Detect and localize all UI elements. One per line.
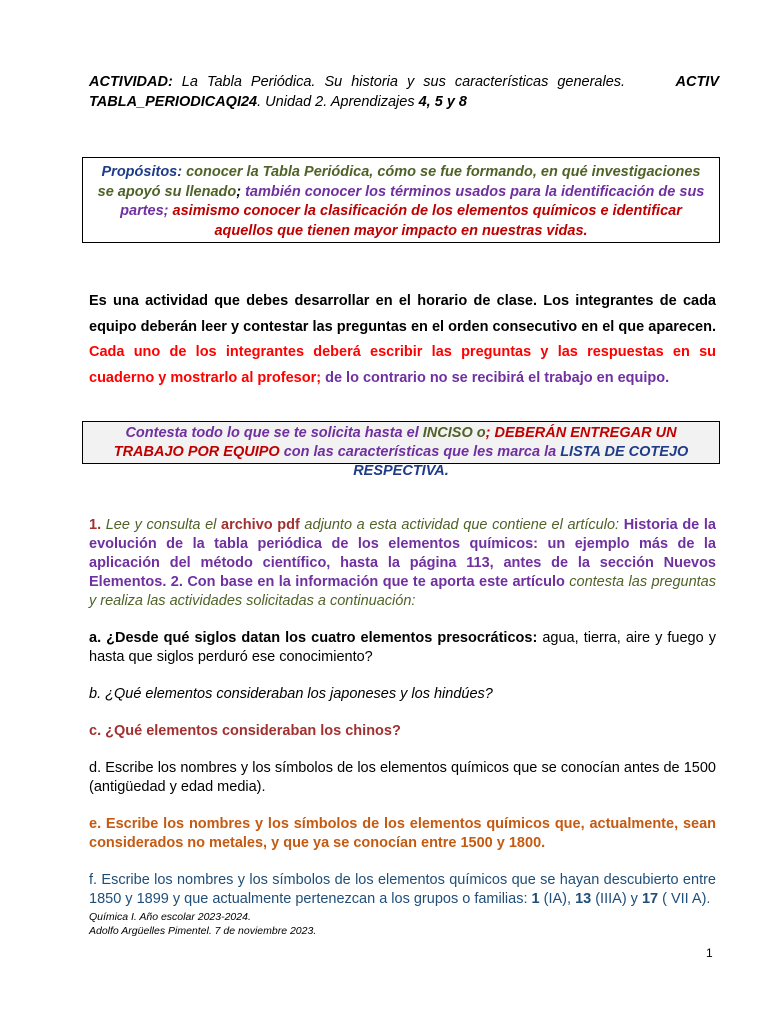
header-line-1	[89, 72, 719, 92]
header-line-2	[89, 92, 719, 112]
qb-text: b. ¿Qué elementos consideraban los japoneses y los hindúes?	[89, 686, 493, 702]
purposes-part3: asimismo conocer la clasificación de los elementos químicos e identificar aquellos que tienen mayor impacto en nuestras vidas.	[168, 203, 682, 239]
qf-group-1-roman: (IA),	[539, 891, 576, 907]
question-c	[89, 722, 716, 741]
qf-group-13-roman: (IIIA) y	[591, 891, 642, 907]
purposes-box	[82, 157, 720, 243]
footer	[89, 910, 689, 938]
notice-checklist: LISTA DE COTEJO RESPECTIVA.	[353, 444, 689, 479]
notice-inciso: INCISO o	[422, 425, 486, 441]
learning-numbers: 4, 5 y 8	[418, 94, 467, 110]
qf-group-17-roman: ( VII A).	[658, 891, 711, 907]
q1-article-title: Historia de la evolución de la tabla periódica de los elementos químicos: un ejemplo más de la aplicación del método científico, hasta la página 113, antes de la sección Nuevos Elementos. 2. Con base en la información que te aporta este artículo	[89, 517, 716, 590]
purposes-label: Propósitos:	[101, 164, 183, 180]
instructions-main: Es una actividad que debes desarrollar en el horario de clase. Los integrantes de cada equipo deberán leer y contestar las preguntas en el orden consecutivo en el que aparecen.	[89, 293, 716, 335]
question-d	[89, 759, 716, 797]
notice-deliver: ; DEBERÁN ENTREGAR UN TRABAJO POR EQUIPO	[113, 425, 677, 460]
unit-text: . Unidad 2. Aprendizajes	[257, 94, 419, 110]
purposes-part1: conocer la Tabla Periódica, cómo se fue formando, en qué investigaciones se apoyó su llenado	[97, 164, 701, 200]
purposes-sep: ;	[236, 183, 246, 200]
q1-text1: Lee y consulta el	[101, 517, 222, 533]
qc-text: c. ¿Qué elementos consideraban los chinos?	[89, 723, 401, 739]
qe-text: e. Escribe los nombres y los símbolos de los elementos químicos que, actualmente, sean considerados no metales, y que ya se conocían entre 1500 y 1800.	[89, 816, 716, 851]
question-f	[89, 871, 716, 909]
qf-text: f. Escribe los nombres y los símbolos de los elementos químicos que se hayan descubierto entre 1850 y 1899 y que actualmente pertenezcan a los grupos o familias:	[89, 872, 716, 907]
activity-label: ACTIVIDAD:	[89, 74, 173, 90]
notice-part3: con las características que les marca la	[279, 444, 561, 460]
qf-group-17: 17	[641, 891, 659, 907]
q1-text3: contesta las preguntas y realiza las actividades solicitadas a continuación:	[89, 574, 716, 609]
question-b	[89, 685, 716, 704]
qf-group-13: 13	[575, 891, 592, 907]
activity-title: La Tabla Periódica. Su historia y sus características generales.	[172, 74, 626, 90]
activity-header	[89, 72, 719, 112]
page-number: 1	[706, 946, 713, 960]
question-e	[89, 815, 716, 853]
q1-text2: adjunto a esta actividad que contiene el artículo:	[299, 517, 624, 533]
activity-code: ACTIV	[675, 74, 719, 90]
notice-box	[82, 421, 720, 479]
qa-rest: agua, tierra, aire y fuego y hasta que siglos perduró ese conocimiento?	[89, 630, 716, 665]
question-a	[89, 629, 716, 667]
qa-bold: a. ¿Desde qué siglos datan los cuatro elementos presocráticos:	[89, 630, 538, 646]
qf-group-1: 1	[531, 891, 540, 907]
instructions-consequence: de lo contrario no se recibirá el trabajo en equipo.	[321, 369, 670, 386]
q1-number: 1.	[89, 517, 102, 533]
question-1	[89, 516, 716, 611]
footer-course: Química I. Año escolar 2023-2024.	[89, 911, 251, 923]
q1-pdf: archivo pdf	[221, 517, 300, 533]
qd-text: d. Escribe los nombres y los símbolos de los elementos químicos que se conocían antes de 1500 (antigüedad y edad media).	[89, 760, 716, 795]
footer-author: Adolfo Argüelles Pimentel. 7 de noviembre 2023.	[89, 925, 317, 937]
notice-part1: Contesta todo lo que se te solicita hasta el	[125, 425, 423, 441]
table-code: TABLA_PERIODICAQI24	[89, 94, 258, 110]
purposes-part2: también conocer los términos usados para la identificación de sus partes;	[120, 183, 705, 219]
instructions-warning: Cada uno de los integrantes deberá escribir las preguntas y las respuestas en su cuaderno y mostrarlo al profesor;	[89, 344, 716, 386]
instructions-paragraph	[89, 289, 716, 391]
